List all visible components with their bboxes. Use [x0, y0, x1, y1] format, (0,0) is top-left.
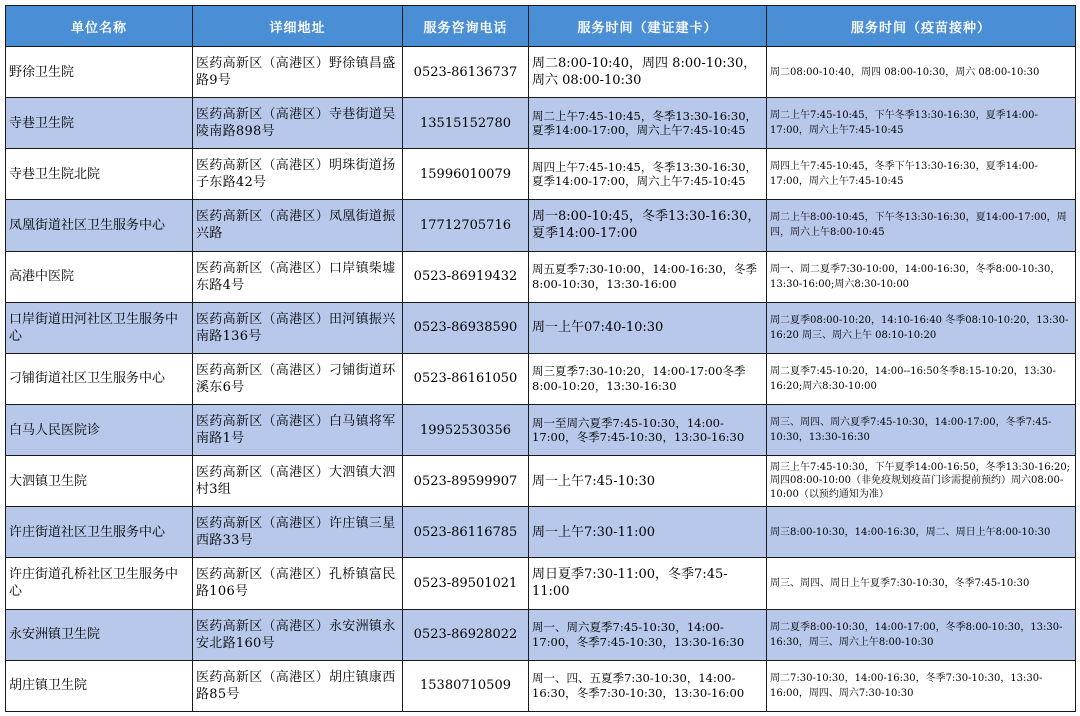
phone: 17712705716: [403, 200, 529, 251]
time-vaccine: 周三上午7:45-10:30，下午夏季14:00-16:50，冬季13:30-16:20;周四08:00-10:00（非免疫规划疫苗门诊需提前预约）周六08:00-10:00（以预约通知为准）: [767, 456, 1076, 507]
unit-name: 许庄街道孔桥社区卫生服务中心: [6, 558, 193, 609]
phone: 0523-86116785: [403, 507, 529, 558]
address: 医药高新区（高港区）寺巷街道吴陵南路898号: [193, 98, 403, 149]
phone: 13515152780: [403, 98, 529, 149]
phone: 0523-89501021: [403, 558, 529, 609]
address: 医药高新区（高港区）口岸镇柴墟东路4号: [193, 251, 403, 302]
address: 医药高新区（高港区）刁铺街道环溪东6号: [193, 353, 403, 404]
unit-name: 野徐卫生院: [6, 47, 193, 98]
unit-name: 永安洲镇卫生院: [6, 609, 193, 660]
phone: 0523-86919432: [403, 251, 529, 302]
time-card: 周二8:00-10:40，周四 8:00-10:30，周六 08:00-10:30: [529, 47, 767, 98]
time-vaccine: 周二夏季08:00-10:20，14:10-16:40 冬季08:10-10:20，13:30-16:20 周三、周六上午 08:10-10:20: [767, 302, 1076, 353]
table-row: [6, 404, 1076, 455]
time-vaccine: 周二08:00-10:40，周四 08:00-10:30，周六 08:00-10:30: [767, 47, 1076, 98]
service-table: [5, 5, 1076, 712]
address: 医药高新区（高港区）许庄镇三星西路33号: [193, 507, 403, 558]
table-row: [6, 149, 1076, 200]
phone: 15996010079: [403, 149, 529, 200]
address: 医药高新区（高港区）胡庄镇康西路85号: [193, 660, 403, 711]
table-row: [6, 456, 1076, 507]
unit-name: 口岸街道田河社区卫生服务中心: [6, 302, 193, 353]
time-vaccine: 周二夏季8:00-10:30，14:00-17:00，冬季8:00-10:30，13:30-16:30，周三、周六上午8:00-10:30: [767, 609, 1076, 660]
phone: 0523-86928022: [403, 609, 529, 660]
unit-name: 大泗镇卫生院: [6, 456, 193, 507]
table-row: [6, 47, 1076, 98]
table-row: [6, 558, 1076, 609]
unit-name: 凤凰街道社区卫生服务中心: [6, 200, 193, 251]
time-card: 周一、周六夏季7:45-10:30，14:00-17:00，冬季7:45-10:30，13:30-16:30: [529, 609, 767, 660]
time-vaccine: 周二7:30-10:30，14:00-16:30，冬季7:30-10:30，13:30-16:00，周四、周六7:30-10:30: [767, 660, 1076, 711]
unit-name: 寺巷卫生院: [6, 98, 193, 149]
address: 医药高新区（高港区）大泗镇大泗村3组: [193, 456, 403, 507]
time-card: 周四上午7:45-10:45，冬季13:30-16:30，夏季14:00-17:00，周六上午7:45-10:45: [529, 149, 767, 200]
phone: 0523-86136737: [403, 47, 529, 98]
address: 医药高新区（高港区）明珠街道扬子东路42号: [193, 149, 403, 200]
phone: 0523-89599907: [403, 456, 529, 507]
header-address: 详细地址: [193, 6, 403, 47]
unit-name: 高港中医院: [6, 251, 193, 302]
unit-name: 胡庄镇卫生院: [6, 660, 193, 711]
address: 医药高新区（高港区）野徐镇昌盛路9号: [193, 47, 403, 98]
header-unit-name: 单位名称: [6, 6, 193, 47]
time-card: 周一上午07:40-10:30: [529, 302, 767, 353]
phone: 15380710509: [403, 660, 529, 711]
time-vaccine: 周三、周四、周日上午夏季7:30-10:30，冬季7:45-10:30: [767, 558, 1076, 609]
phone: 19952530356: [403, 404, 529, 455]
address: 医药高新区（高港区）白马镇将军南路1号: [193, 404, 403, 455]
header-phone: 服务咨询电话: [403, 6, 529, 47]
time-vaccine: 周二上午7:45-10:45，下午冬季13:30-16:30，夏季14:00-17:00，周六上午7:45-10:45: [767, 98, 1076, 149]
table-row: [6, 609, 1076, 660]
address: 医药高新区（高港区）凤凰街道振兴路: [193, 200, 403, 251]
address: 医药高新区（高港区）永安洲镇永安北路160号: [193, 609, 403, 660]
phone: 0523-86161050: [403, 353, 529, 404]
time-vaccine: 周一、周二夏季7:30-10:00，14:00-16:30，冬季8:00-10:30，13:30-16:00;周六8:30-10:00: [767, 251, 1076, 302]
time-card: 周五夏季7:30-10:00，14:00-16:30，冬季8:00-10:30，13:30-16:00: [529, 251, 767, 302]
header-time-card: 服务时间（建证建卡）: [529, 6, 767, 47]
unit-name: 刁铺街道社区卫生服务中心: [6, 353, 193, 404]
header-time-vaccine: 服务时间（疫苗接种）: [767, 6, 1076, 47]
table-row: [6, 302, 1076, 353]
time-card: 周日夏季7:30-11:00，冬季7:45-11:00: [529, 558, 767, 609]
table-row: [6, 251, 1076, 302]
phone: 0523-86938590: [403, 302, 529, 353]
time-card: 周一、四、五夏季7:30-10:30，14:00-16:30，冬季7:30-10:30，13:30-16:00: [529, 660, 767, 711]
time-card: 周一8:00-10:45，冬季13:30-16:30，夏季14:00-17:00: [529, 200, 767, 251]
time-vaccine: 周二上午8:00-10:45，下午冬13:30-16:30，夏14:00-17:00，周四，周六上午8:00-10:45: [767, 200, 1076, 251]
time-vaccine: 周三8:00-10:30，14:00-16:30，周二、周日上午8:00-10:30: [767, 507, 1076, 558]
table-row: [6, 507, 1076, 558]
time-vaccine: 周三、周四、周六夏季7:45-10:30，14:00-17:00，冬季7:45-10:30，13:30-16:30: [767, 404, 1076, 455]
unit-name: 寺巷卫生院北院: [6, 149, 193, 200]
table-header-row: [6, 6, 1076, 47]
time-card: 周一上午7:30-11:00: [529, 507, 767, 558]
table-row: [6, 353, 1076, 404]
address: 医药高新区（高港区）孔桥镇富民路106号: [193, 558, 403, 609]
time-vaccine: 周二夏季7:45-10:20，14:00--16:50冬季8:15-10:20，13:30-16:20;周六8:30-10:00: [767, 353, 1076, 404]
unit-name: 白马人民医院诊: [6, 404, 193, 455]
unit-name: 许庄街道社区卫生服务中心: [6, 507, 193, 558]
time-card: 周三夏季7:30-10:20，14:00-17:00冬季8:00-10:20，13:30-16:30: [529, 353, 767, 404]
time-card: 周一至周六夏季7:45-10:30，14:00-17:00，冬季7:45-10:30，13:30-16:30: [529, 404, 767, 455]
table-row: [6, 200, 1076, 251]
time-vaccine: 周四上午7:45-10:45，冬季下午13:30-16:30，夏季14:00-17:00，周六上午7:45-10:45: [767, 149, 1076, 200]
time-card: 周二上午7:45-10:45，冬季13:30-16:30，夏季14:00-17:00，周六上午7:45-10:45: [529, 98, 767, 149]
address: 医药高新区（高港区）田河镇振兴南路136号: [193, 302, 403, 353]
time-card: 周一上午7:45-10:30: [529, 456, 767, 507]
table-row: [6, 98, 1076, 149]
table-row: [6, 660, 1076, 711]
